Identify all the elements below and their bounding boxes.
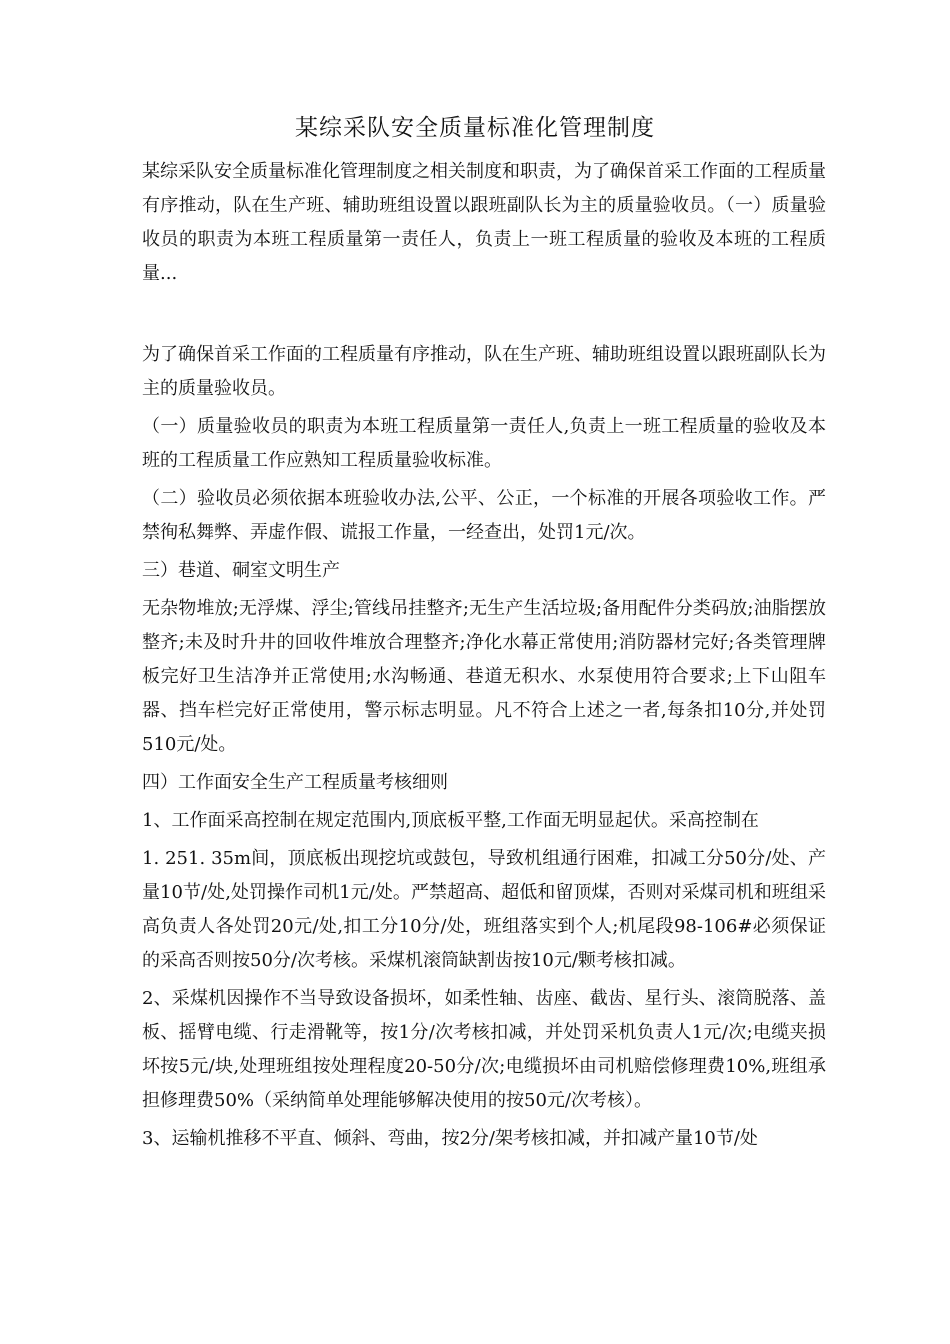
rule-3-paragraph: 3、运输机推移不平直、倾斜、弯曲，按2分/架考核扣减，并扣减产量10节/处	[142, 1128, 758, 1149]
intro-paragraph: 为了确保首采工作面的工程质量有序推动，队在生产班、辅助班组设置以跟班副队长为主的质量验收员。	[142, 344, 826, 399]
document-title: 某综采队安全质量标准化管理制度	[295, 115, 655, 141]
section-heading-roadway: 三）巷道、硐室文明生产	[142, 560, 340, 581]
section-heading-workface: 四）工作面安全生产工程质量考核细则	[142, 772, 448, 793]
main-section	[142, 338, 826, 1156]
roadway-rules-paragraph: 无杂物堆放;无浮煤、浮尘;管线吊挂整齐;无生产生活垃圾;备用配件分类码放;油脂摆放整齐;未及时升井的回收件堆放合理整齐;净化水幕正常使用;消防器材完好;各类管理牌板完好卫生洁净并正常使用;水沟畅通、巷道无积水、水泵使用符合要求;上下山阻车器、挡车栏完好正常使用，警示标志明显。凡不符合上述之一者,每条扣10分,并处罚510元/处。	[142, 598, 826, 755]
inspector-rule-paragraph: （二）验收员必须依据本班验收办法,公平、公正，一个标准的开展各项验收工作。严禁徇私舞弊、弄虚作假、谎报工作量，一经查出，处罚1元/次。	[142, 488, 826, 543]
rule-1-continued-paragraph: 1. 251. 35m间，顶底板出现挖坑或鼓包，导致机组通行困难，扣减工分50分/处、产量10节/处,处罚操作司机1元/处。严禁超高、超低和留顶煤，否则对采煤司机和班组采高负责人各处罚20元/处,扣工分10分/处，班组落实到个人;机尾段98-106#必须保证的采高否则按50分/次考核。采煤机滚筒缺割齿按10元/颗考核扣减。	[142, 848, 826, 971]
rule-2-paragraph: 2、采煤机因操作不当导致设备损坏，如柔性轴、齿座、截齿、星行头、滚筒脱落、盖板、摇臂电缆、行走滑靴等，按1分/次考核扣减，并处罚采机负责人1元/次;电缆夹损坏按5元/块,处理班组按处理程度20-50分/次;电缆损坏由司机赔偿修理费10%,班组承担修理费50%（采纳简单处理能够解决使用的按50元/次考核）。	[142, 988, 826, 1111]
summary-section	[142, 155, 826, 291]
summary-paragraph: 某综采队安全质量标准化管理制度之相关制度和职责，为了确保首采工作面的工程质量有序推动，队在生产班、辅助班组设置以跟班副队长为主的质量验收员。（一）质量验收员的职责为本班工程质量第一责任人，负责上一班工程质量的验收及本班的工程质量...	[142, 161, 826, 284]
rule-1-paragraph: 1、工作面采高控制在规定范围内,顶底板平整,工作面无明显起伏。采高控制在	[142, 810, 759, 831]
inspector-duty-paragraph: （一）质量验收员的职责为本班工程质量第一责任人,负责上一班工程质量的验收及本班的工程质量工作应熟知工程质量验收标准。	[142, 416, 826, 471]
